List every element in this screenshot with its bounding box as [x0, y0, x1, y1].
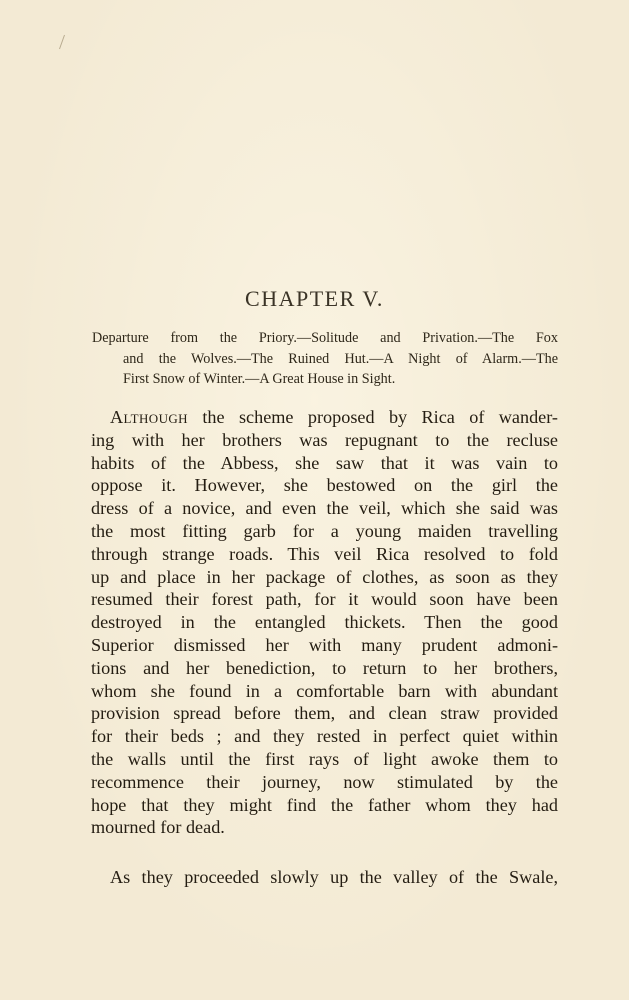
paragraph-line: the most fitting garb for a young maiden travelling	[91, 520, 558, 541]
paragraph-line-text: the scheme proposed by Rica of wander-	[187, 407, 558, 427]
paragraph-line: dress of a novice, and even the veil, which she said was	[91, 498, 558, 519]
synopsis-line: Departure from the Priory.—Solitude and Privation.—The Fox	[92, 330, 558, 346]
drop-word: Although	[110, 407, 188, 427]
paragraph-line: tions and her benediction, to return to her brothers,	[91, 657, 558, 678]
synopsis-line: and the Wolves.—The Ruined Hut.—A Night of Alarm.—The	[123, 350, 558, 367]
paragraph-line: Superior dismissed her with many prudent admoni-	[91, 634, 558, 655]
paragraph-line: habits of the Abbess, she saw that it was vain to	[91, 452, 558, 473]
paragraph-line: recommence their journey, now stimulated by the	[91, 771, 558, 792]
paragraph-line: hope that they might find the father whom they had	[91, 794, 558, 815]
paragraph-line: mourned for dead.	[91, 817, 225, 838]
paragraph-line: As they proceeded slowly up the valley of the Swale,	[110, 867, 558, 887]
paragraph-1	[91, 406, 558, 839]
paragraph-line: for their beds ; and they rested in perfect quiet within	[91, 726, 558, 747]
chapter-synopsis	[92, 328, 558, 390]
paragraph-line	[91, 406, 558, 429]
paragraph-line: through strange roads. This veil Rica resolved to fold	[91, 543, 558, 564]
paragraph-line: whom she found in a comfortable barn with abundant	[91, 680, 558, 701]
paragraph-line: provision spread before them, and clean straw provided	[91, 703, 558, 724]
pencil-mark	[58, 34, 66, 50]
paragraph-line: oppose it. However, she bestowed on the girl the	[91, 475, 558, 496]
synopsis-line: First Snow of Winter.—A Great House in Sight.	[123, 371, 396, 387]
paragraph-line: up and place in her package of clothes, as soon as they	[91, 566, 558, 587]
paragraph-line: destroyed in the entangled thickets. Then the good	[91, 612, 558, 633]
chapter-title: CHAPTER V.	[245, 286, 384, 311]
paragraph-line: resumed their forest path, for it would soon have been	[91, 589, 558, 610]
paragraph-line: the walls until the first rays of light awoke them to	[91, 748, 558, 769]
paragraph-2	[91, 866, 558, 889]
paragraph-line: ing with her brothers was repugnant to the recluse	[91, 429, 558, 450]
